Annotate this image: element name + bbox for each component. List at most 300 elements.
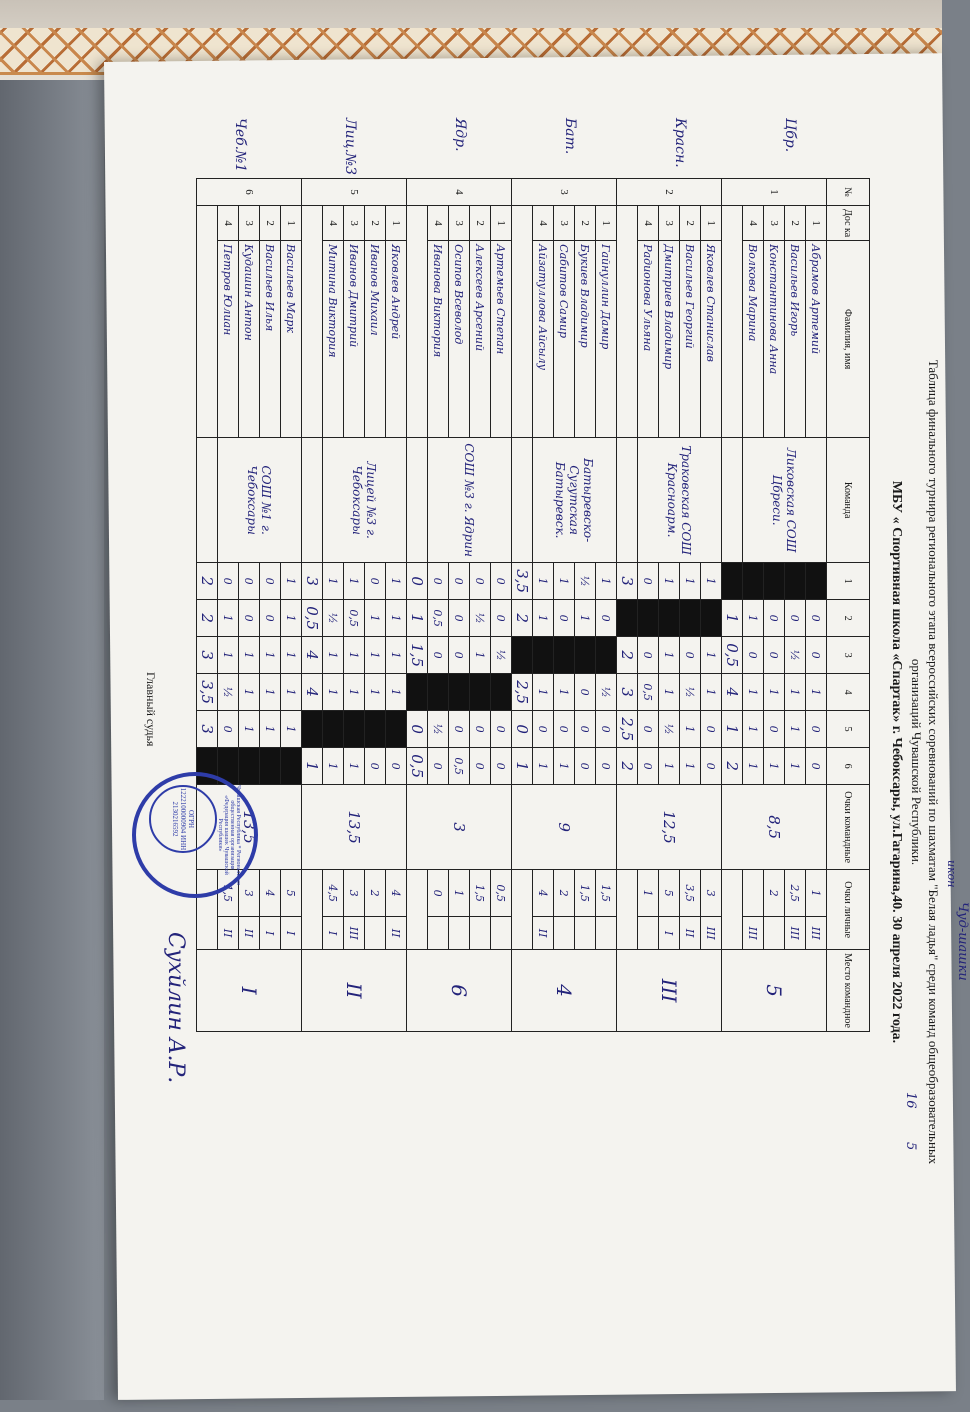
player-name: Дмитриев Владимир [659,241,680,438]
player-name: Константинова Анна [764,241,785,438]
round-score-cell: 0 [638,563,659,600]
table-row [281,179,302,1032]
team-place: 6 [407,950,512,1032]
team-round-total: 3 [197,637,218,674]
header-round-5: 5 [827,711,870,748]
official-stamp [132,772,258,898]
personal-rank: I [281,917,302,950]
board-number: 4 [638,206,659,241]
personal-points: 1 [638,870,659,917]
personal-rank: III [743,917,764,950]
player-name: Иванов Михаил [365,241,386,438]
table-row [470,179,491,1032]
self-match-cell [554,637,575,674]
round-score-cell: 1 [743,748,764,785]
title-line-2: организаций Чувашской Республики. [909,658,924,866]
team-name: Батыревско-Сугутская Батыревск. [533,438,617,563]
document-title [908,112,942,1412]
round-score-cell: 0 [764,711,785,748]
total-spacer-personal [512,870,533,950]
board-number: 1 [281,206,302,241]
team-round-total: 2 [617,748,638,785]
board-number: 2 [470,206,491,241]
personal-points: 4,5 [323,870,344,917]
total-spacer-team [407,438,428,563]
round-score-cell: 1 [344,748,365,785]
round-score-cell: 0 [449,637,470,674]
round-score-cell: 0 [428,748,449,785]
team-place: 4 [512,950,617,1032]
stamp-center [149,785,217,853]
header-round-4: 4 [827,674,870,711]
tournament-table [196,178,870,1032]
board-number: 2 [260,206,281,241]
table-row [365,179,386,1032]
personal-rank [428,917,449,950]
board-number: 3 [659,206,680,241]
team-round-total: 0 [512,711,533,748]
handwritten-correction-game: Чуд-шашки [955,902,970,981]
total-spacer [407,206,428,438]
board-number: 1 [596,206,617,241]
table-row [218,179,239,1032]
team-round-total: 1,5 [407,637,428,674]
team-round-total: 0 [407,711,428,748]
round-score-cell: 1 [743,674,764,711]
team-round-total: 3 [617,674,638,711]
board-number: 3 [449,206,470,241]
team-round-total: 3,5 [197,674,218,711]
handwritten-correction-ikon: икон [945,860,958,888]
table-row [680,179,701,1032]
personal-points: 4 [386,870,407,917]
team-total-row [722,179,743,1032]
total-spacer [617,206,638,438]
round-score-cell: 1 [260,637,281,674]
personal-points: 0,5 [491,870,512,917]
round-score-cell: 0 [491,711,512,748]
team-points: 9 [512,785,617,870]
round-score-cell: 0 [449,711,470,748]
personal-rank [470,917,491,950]
table-row [596,179,617,1032]
personal-points: 1,5 [218,870,239,917]
self-match-cell [806,563,827,600]
board-number: 1 [386,206,407,241]
player-name: Кудашин Антон [239,241,260,438]
personal-rank: II [533,917,554,950]
round-score-cell: 0 [806,600,827,637]
personal-rank: III [806,917,827,950]
header-personal-points: Очки личные [827,870,870,950]
team-name: СОШ №1 г. Чебоксары [218,438,302,563]
personal-rank: III [344,917,365,950]
round-score-cell: 0 [743,637,764,674]
team-place: I [197,950,302,1032]
header-name: Фамилия, имя [827,241,870,438]
round-score-cell: 1 [386,600,407,637]
team-round-total: 2 [197,563,218,600]
self-match-cell [281,748,302,785]
team-number: 3 [512,179,617,206]
round-score-cell: 0 [449,563,470,600]
table-row [659,179,680,1032]
header-board: Дос ка [827,206,870,241]
table-row [701,179,722,1032]
personal-points: 3 [344,870,365,917]
board-number: 4 [428,206,449,241]
round-score-cell: 0 [701,711,722,748]
team-name: СОШ №3 г. Ядрин [428,438,512,563]
personal-points: 1 [449,870,470,917]
team-place: 5 [722,950,827,1032]
personal-points: 1,5 [596,870,617,917]
board-number: 4 [323,206,344,241]
round-score-cell: 0 [260,600,281,637]
round-score-cell: 1 [239,637,260,674]
board-number: 2 [575,206,596,241]
round-score-cell: 1 [533,563,554,600]
team-side-label: Ядр. [452,118,468,152]
round-score-cell: ½ [659,711,680,748]
table-row [743,179,764,1032]
handwritten-correction-month: 5 [903,1142,918,1151]
personal-points: 1,5 [470,870,491,917]
self-match-cell [239,748,260,785]
handwritten-correction-day: 16 [903,1092,918,1109]
team-round-total: 0,5 [302,600,323,637]
personal-rank [491,917,512,950]
board-number: 3 [344,206,365,241]
team-number: 5 [302,179,407,206]
personal-rank [554,917,575,950]
round-score-cell: 1 [386,637,407,674]
team-round-total: 2 [617,637,638,674]
round-score-cell: 1 [365,600,386,637]
chief-judge-label: Главный судья [144,672,158,747]
round-score-cell: 1 [386,674,407,711]
player-name: Петров Юлиан [218,241,239,438]
self-match-cell [638,600,659,637]
total-spacer-team [512,438,533,563]
round-score-cell: 1 [596,563,617,600]
total-spacer-team [302,438,323,563]
team-round-total: 2 [722,748,743,785]
team-name: Лицей №3 г. Чебоксары [323,438,407,563]
self-match-cell [659,600,680,637]
round-score-cell: 1 [239,711,260,748]
team-side-label: Цбр. [782,118,798,153]
rotated-document [128,112,970,1412]
round-score-cell: 1 [533,748,554,785]
team-place: III [617,950,722,1032]
team-number: 6 [197,179,302,206]
round-score-cell: 0 [575,748,596,785]
personal-rank [365,917,386,950]
self-match-cell [323,711,344,748]
team-round-total: 3 [617,563,638,600]
self-match-cell [302,711,323,748]
self-match-cell [512,637,533,674]
board-number: 3 [554,206,575,241]
team-points: 12,5 [617,785,722,870]
personal-points: 3 [239,870,260,917]
round-score-cell: 0 [638,637,659,674]
team-number: 1 [722,179,827,206]
table-row [323,179,344,1032]
self-match-cell [533,637,554,674]
team-points: 3 [407,785,512,870]
round-score-cell: ½ [575,563,596,600]
team-round-total: 1 [302,748,323,785]
table-row [239,179,260,1032]
round-score-cell: 0 [575,711,596,748]
team-side-label: Красн. [672,118,688,168]
board-number: 4 [218,206,239,241]
team-round-total: 1 [722,600,743,637]
table-row [575,179,596,1032]
table-row [491,179,512,1032]
table-header-row [827,179,870,1032]
round-score-cell: 1 [470,637,491,674]
self-match-cell [491,674,512,711]
round-score-cell: 1 [701,637,722,674]
board-number: 4 [533,206,554,241]
round-score-cell: 1 [659,637,680,674]
player-name: Яковлев Станислав [701,241,722,438]
player-name: Радионова Ульяна [638,241,659,438]
personal-points: 1,5 [575,870,596,917]
round-score-cell: ½ [218,674,239,711]
round-score-cell: 1 [785,748,806,785]
total-spacer [512,206,533,438]
team-side-label: Лиц.№3 [342,118,358,176]
board-number: 4 [743,206,764,241]
player-name: Иванова Виктория [428,241,449,438]
table-row [554,179,575,1032]
round-score-cell: 0 [806,711,827,748]
personal-rank: II [239,917,260,950]
personal-points: 2 [365,870,386,917]
round-score-cell: 0 [806,748,827,785]
team-place: II [302,950,407,1032]
team-side-label: Чеб.№1 [232,118,248,173]
team-round-total: 0,5 [722,637,743,674]
total-spacer [197,206,218,438]
round-score-cell: ½ [323,600,344,637]
team-points: 8,5 [722,785,827,870]
total-spacer-personal [722,870,743,950]
header-round-1: 1 [827,563,870,600]
round-score-cell: 1 [323,563,344,600]
personal-rank: III [785,917,806,950]
personal-points [743,870,764,917]
self-match-cell [764,563,785,600]
title-line-1: Таблица финального турнира регионального этапа всероссийских соревнований по шахматам "Белая ладья" среди команд общеобразовательных [926,359,941,1165]
team-round-total: 2,5 [617,711,638,748]
round-score-cell: 0 [806,637,827,674]
team-total-row [512,179,533,1032]
round-score-cell: 0 [491,600,512,637]
round-score-cell: 0 [554,711,575,748]
total-spacer-personal [407,870,428,950]
judge-signature: Сухйлин А.Р. [163,932,188,1084]
round-score-cell: 0 [596,600,617,637]
round-score-cell: 1 [764,748,785,785]
player-name: Айзатуллова Айсылу [533,241,554,438]
round-score-cell: 1 [281,600,302,637]
self-match-cell [722,563,743,600]
round-score-cell: 1 [575,600,596,637]
personal-rank: III [701,917,722,950]
round-score-cell: 1 [260,711,281,748]
round-score-cell: 1 [743,711,764,748]
round-score-cell: 1 [218,600,239,637]
personal-points: 5 [281,870,302,917]
personal-points: 2,5 [785,870,806,917]
team-round-total: 2 [512,600,533,637]
total-spacer-team [722,438,743,563]
round-score-cell: 1 [701,674,722,711]
personal-rank [638,917,659,950]
header-team: Команда [827,438,870,563]
self-match-cell [785,563,806,600]
round-score-cell: 1 [281,637,302,674]
round-score-cell: ½ [785,637,806,674]
player-name: Абрамов Артемий [806,241,827,438]
team-points: 13,5 [197,785,302,870]
round-score-cell: 0 [638,748,659,785]
self-match-cell [575,637,596,674]
round-score-cell: 1 [701,563,722,600]
team-round-total: 1 [512,748,533,785]
total-spacer-team [617,438,638,563]
self-match-cell [701,600,722,637]
team-points: 13,5 [302,785,407,870]
round-score-cell: 1 [365,637,386,674]
round-score-cell: 0 [575,674,596,711]
round-score-cell: 1 [533,674,554,711]
round-score-cell: 1 [239,674,260,711]
round-score-cell: 0 [491,563,512,600]
total-spacer-team [197,438,218,563]
stamp-center-text: ОГРН 1222100000904 ИНН 2130216592 [171,787,195,851]
header-round-2: 2 [827,600,870,637]
player-name: Букиев Владимир [575,241,596,438]
table-row [806,179,827,1032]
round-score-cell: 1 [323,748,344,785]
round-score-cell: 1 [533,600,554,637]
round-score-cell: 0 [596,711,617,748]
round-score-cell: 0 [386,748,407,785]
round-score-cell: 0 [470,563,491,600]
total-spacer [722,206,743,438]
round-score-cell: 1 [659,563,680,600]
round-score-cell: 1 [344,674,365,711]
header-team-place: Место командное [827,950,870,1032]
player-name: Сабитов Самир [554,241,575,438]
self-match-cell [386,711,407,748]
personal-points: 2 [554,870,575,917]
stamp-text: Чувашская Республика * Региональная общественная организация «Федерация шашек Чувашской Республики» [217,785,241,885]
board-number: 2 [365,206,386,241]
player-name: Васильев Георгий [680,241,701,438]
team-round-total: 4 [302,637,323,674]
round-score-cell: 0 [239,600,260,637]
personal-rank [575,917,596,950]
round-score-cell: 0 [470,711,491,748]
round-score-cell: 0 [428,637,449,674]
self-match-cell [260,748,281,785]
round-score-cell: 0 [218,711,239,748]
table-row [764,179,785,1032]
round-score-cell: 0,5 [449,748,470,785]
player-name: Яковлев Андрей [386,241,407,438]
round-score-cell: 0 [764,637,785,674]
team-round-total: 1 [722,711,743,748]
personal-points: 1 [806,870,827,917]
self-match-cell [596,637,617,674]
team-number: 2 [617,179,722,206]
round-score-cell: 1 [323,637,344,674]
team-round-total: 0,5 [407,748,428,785]
player-name: Митина Виктория [323,241,344,438]
personal-points: 0 [428,870,449,917]
self-match-cell [617,600,638,637]
table-row [260,179,281,1032]
self-match-cell [428,674,449,711]
round-score-cell: 0 [218,563,239,600]
table-row [449,179,470,1032]
table-row [785,179,806,1032]
table-row [428,179,449,1032]
team-number: 4 [407,179,512,206]
round-score-cell: 1 [680,563,701,600]
table-row [533,179,554,1032]
round-score-cell: 0 [260,563,281,600]
self-match-cell [344,711,365,748]
round-score-cell: 1 [764,674,785,711]
round-score-cell: 1 [281,711,302,748]
round-score-cell: 0,5 [344,600,365,637]
round-score-cell: 1 [785,674,806,711]
board-number: 1 [806,206,827,241]
personal-rank: II [680,917,701,950]
player-name: Васильев Игорь [785,241,806,438]
team-round-total: 0 [407,563,428,600]
board-number: 1 [491,206,512,241]
personal-rank: II [218,917,239,950]
personal-rank: I [659,917,680,950]
personal-points: 4 [533,870,554,917]
header-round-6: 6 [827,748,870,785]
personal-points: 4 [260,870,281,917]
round-score-cell: 1 [806,674,827,711]
self-match-cell [365,711,386,748]
round-score-cell: 1 [323,674,344,711]
round-score-cell: 0 [533,711,554,748]
personal-rank: II [386,917,407,950]
board-number: 3 [764,206,785,241]
self-match-cell [743,563,764,600]
round-score-cell: 0 [764,600,785,637]
team-name: Траковская СОШ Красноарм. [638,438,722,563]
round-score-cell: 0 [785,600,806,637]
team-round-total: 3,5 [512,563,533,600]
personal-rank: I [323,917,344,950]
round-score-cell: 1 [365,674,386,711]
round-score-cell: 1 [281,674,302,711]
